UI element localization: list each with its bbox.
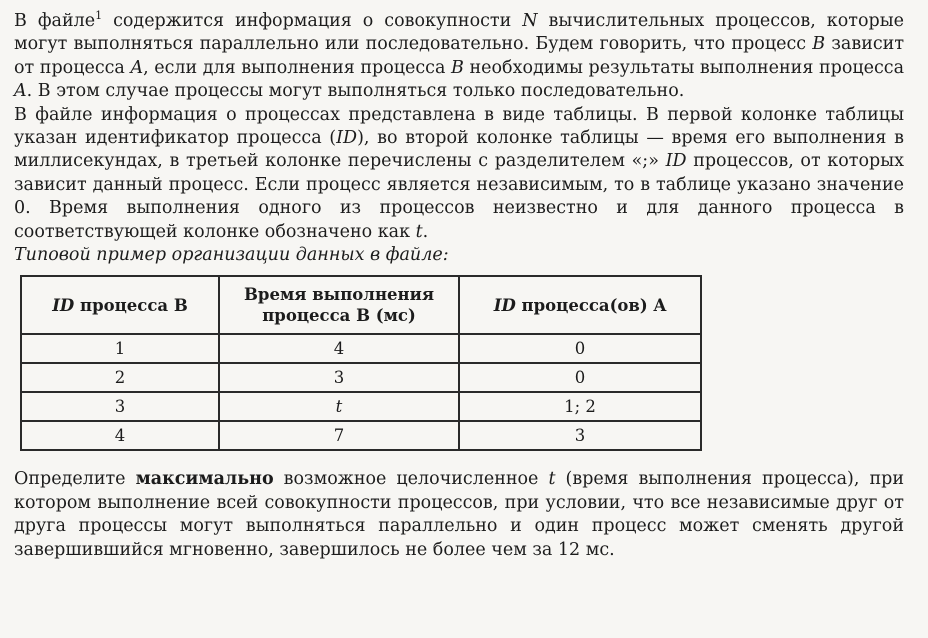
cell-deps: 1; 2	[459, 392, 701, 421]
table-row	[21, 421, 701, 450]
text: зависит от процесса	[14, 34, 904, 78]
question-paragraph	[14, 468, 904, 562]
table-row	[21, 392, 701, 421]
header-process-a-ids	[459, 276, 701, 334]
var-t: t	[548, 469, 556, 490]
intro-paragraph-2	[14, 104, 904, 244]
table-header-row	[21, 276, 701, 334]
table-row	[21, 363, 701, 392]
cell-deps: 0	[459, 334, 701, 363]
table-caption: Типовой пример организации данных в файле:	[14, 245, 449, 266]
cell-time: 4	[219, 334, 459, 363]
var-id: ID	[493, 295, 516, 315]
var-t: t	[415, 221, 423, 242]
cell-id: 3	[21, 392, 219, 421]
var-id: ID	[52, 295, 75, 315]
text: В файле	[14, 11, 96, 31]
text: вычислительных процессов, которые могут выполняться параллельно или последовательно. Будем говорить, что процесс	[14, 11, 904, 55]
text: возможное целочисленное	[273, 469, 549, 490]
cell-deps: 3	[459, 421, 701, 450]
cell-id: 2	[21, 363, 219, 392]
text: (время выполнения процесса), при котором выполнение всей совокупности процессов, при условии, что все независимые друг от друга процессы могут выполняться параллельно и один процесс может сменять другой завершившийся мгновенно, завершилось не более чем за 12 мс.	[14, 469, 904, 560]
var-n: N	[522, 11, 538, 31]
text: процесса B	[74, 295, 188, 315]
table-row	[21, 334, 701, 363]
text: , если для выполнения процесса	[143, 57, 452, 78]
text: Определите	[14, 469, 136, 490]
var-id: ID	[336, 128, 358, 149]
text: процесса(ов) A	[515, 295, 667, 315]
text: содержится информация о совокупности	[102, 11, 523, 31]
text: процессов, от которых зависит данный процесс. Если процесс является независимым, то в таблице указано значение 0. Время выполнения одного из процессов неизвестно и для данного процесса в соответствующей колонке обозначено как	[14, 151, 904, 242]
process-table	[20, 275, 702, 451]
text: . В этом случае процессы могут выполняться только последовательно.	[26, 81, 685, 102]
var-b: B	[451, 57, 464, 78]
emphasis: максимально	[135, 469, 274, 490]
var-id: ID	[665, 151, 687, 172]
text: необходимы результаты выполнения процесса	[463, 57, 905, 78]
var-b: B	[812, 34, 826, 55]
cell-time: 7	[219, 421, 459, 450]
cell-id: 4	[21, 421, 219, 450]
header-process-b-time	[219, 276, 459, 334]
var-a: A	[14, 81, 27, 102]
footnote-marker: 1	[95, 9, 103, 23]
cell-time: t	[219, 392, 459, 421]
text: процесса B (мс)	[262, 306, 416, 326]
intro-paragraph-1	[14, 10, 904, 104]
cell-id: 1	[21, 334, 219, 363]
var-a: A	[130, 57, 144, 78]
cell-time: 3	[219, 363, 459, 392]
text: Время выполнения	[243, 285, 435, 305]
text: .	[422, 221, 429, 242]
header-process-b-id	[21, 276, 219, 334]
text: В файле информация о процессах представлена в виде таблицы. В первой колонке таблицы указан идентификатор процесса (	[14, 104, 904, 149]
text: ), во второй колонке таблицы — время его выполнения в миллисекундах, в третьей колонке перечислены с разделителем «;»	[14, 128, 904, 172]
cell-deps: 0	[459, 363, 701, 392]
